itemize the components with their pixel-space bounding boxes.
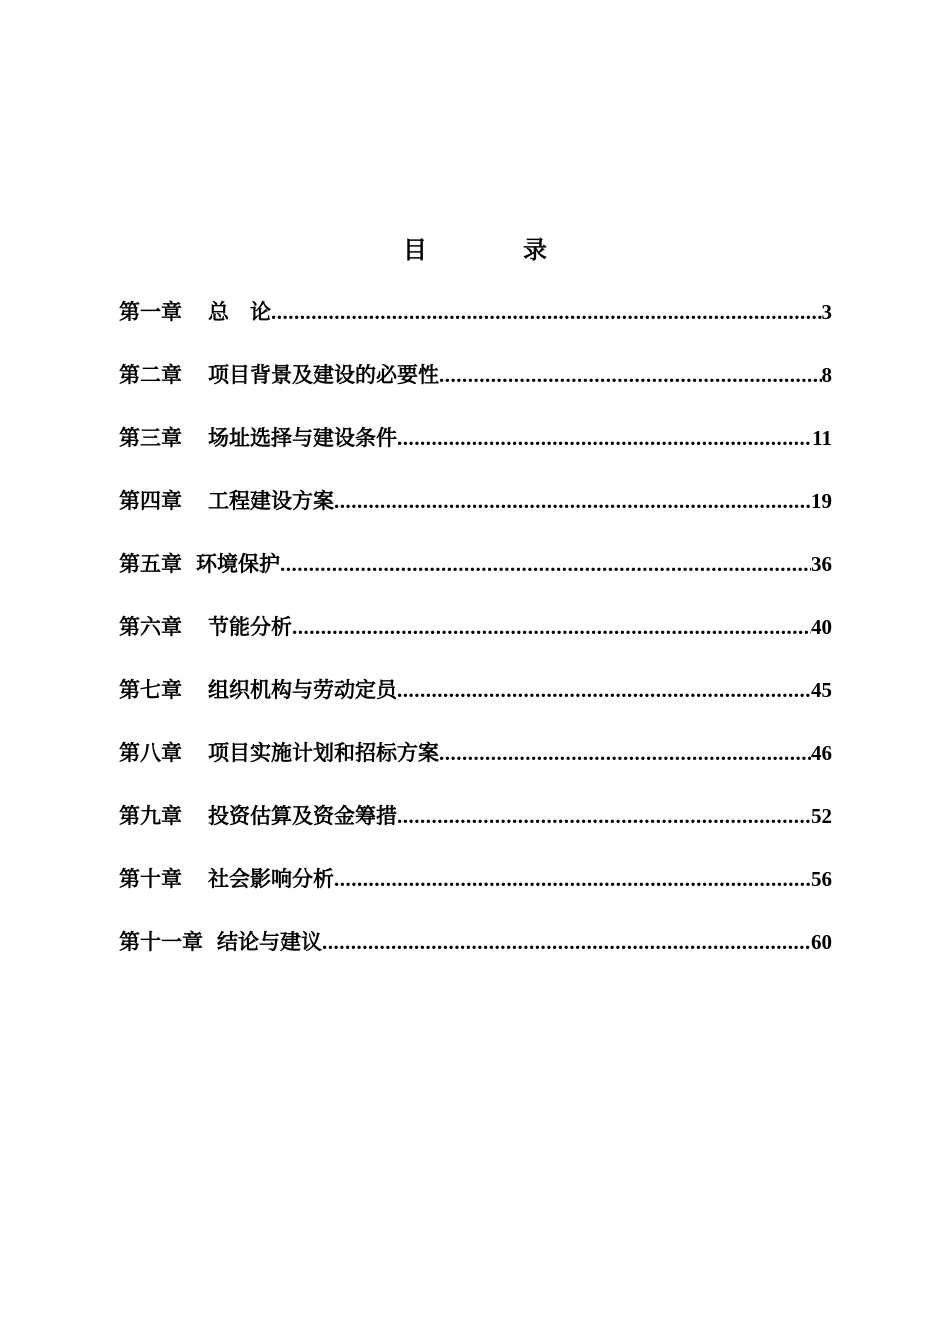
dot-leader [292, 609, 811, 645]
toc-entry-9[interactable] [119, 798, 832, 861]
page-number: 56 [811, 867, 832, 891]
dot-leader [322, 924, 811, 960]
toc-entry-5[interactable] [119, 546, 832, 609]
page-number: 11 [812, 426, 832, 450]
page-number: 40 [811, 615, 832, 639]
page-number: 19 [811, 489, 832, 513]
dot-leader [271, 294, 822, 330]
chapter-title: 结论与建议 [217, 929, 322, 954]
chapter-number: 第二章 [119, 362, 182, 387]
dot-leader [397, 672, 811, 708]
chapter-title: 投资估算及资金筹措 [208, 803, 397, 828]
toc-entry-11[interactable] [119, 924, 832, 987]
chapter-title: 节能分析 [208, 614, 292, 639]
toc-entry-7[interactable] [119, 672, 832, 735]
chapter-number: 第一章 [119, 299, 182, 324]
toc-entry-6[interactable] [119, 609, 832, 672]
chapter-number: 第八章 [119, 740, 182, 765]
chapter-title: 环境保护 [196, 551, 280, 576]
page-number: 52 [811, 804, 832, 828]
page-number: 36 [811, 552, 832, 576]
page-number: 3 [821, 300, 832, 324]
dot-leader [280, 546, 811, 582]
chapter-title: 组织机构与劳动定员 [208, 677, 397, 702]
page-number: 45 [811, 678, 832, 702]
chapter-number: 第十章 [119, 866, 182, 891]
chapter-title: 项目背景及建设的必要性 [208, 362, 439, 387]
dot-leader [334, 483, 811, 519]
chapter-title: 总 论 [208, 299, 271, 324]
toc-entry-2[interactable] [119, 357, 832, 420]
chapter-number: 第三章 [119, 425, 182, 450]
chapter-number: 第十一章 [119, 929, 203, 954]
page-number: 60 [811, 930, 832, 954]
chapter-title: 社会影响分析 [208, 866, 334, 891]
chapter-number: 第五章 [119, 551, 182, 576]
chapter-number: 第九章 [119, 803, 182, 828]
dot-leader [439, 357, 822, 393]
dot-leader [397, 420, 812, 456]
chapter-number: 第六章 [119, 614, 182, 639]
toc-entry-4[interactable] [119, 483, 832, 546]
dot-leader [397, 798, 811, 834]
chapter-title: 场址选择与建设条件 [208, 425, 397, 450]
toc-list [119, 294, 832, 987]
page-title: 目 录 [403, 235, 583, 264]
chapter-number: 第七章 [119, 677, 182, 702]
toc-entry-8[interactable] [119, 735, 832, 798]
toc-entry-10[interactable] [119, 861, 832, 924]
page-number: 46 [811, 741, 832, 765]
toc-entry-1[interactable] [119, 294, 832, 357]
page-number: 8 [821, 363, 832, 387]
dot-leader [439, 735, 811, 771]
dot-leader [334, 861, 811, 897]
chapter-number: 第四章 [119, 488, 182, 513]
toc-entry-3[interactable] [119, 420, 832, 483]
chapter-title: 项目实施计划和招标方案 [208, 740, 439, 765]
chapter-title: 工程建设方案 [208, 488, 334, 513]
